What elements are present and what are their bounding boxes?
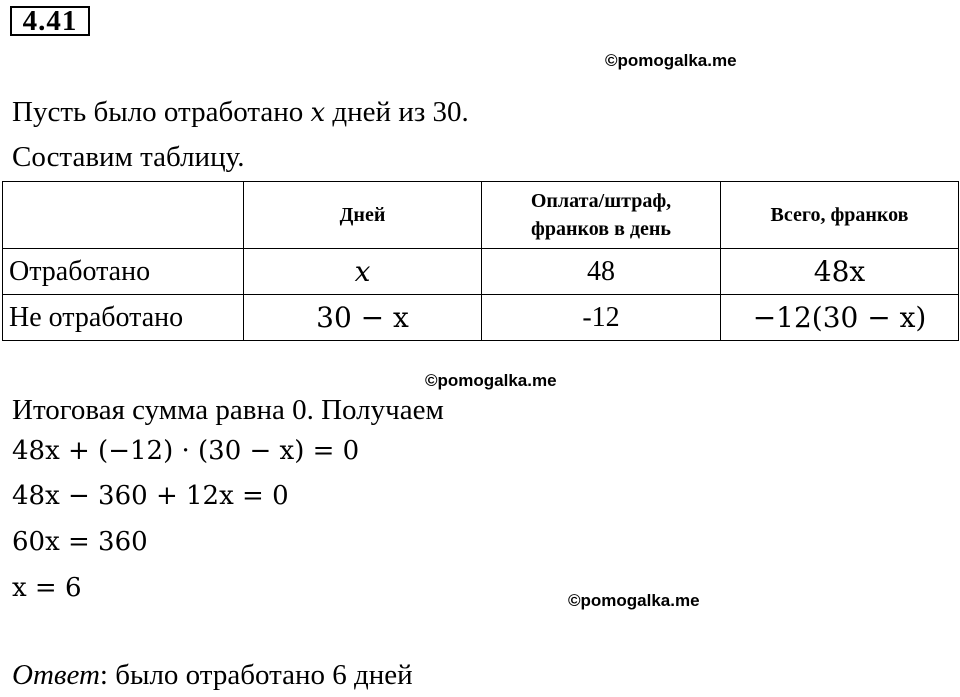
solution-intro: Итоговая сумма равна 0. Получаем xyxy=(12,394,444,426)
intro-text-before: Пусть было отработано xyxy=(12,96,311,128)
row-label: Не отработано xyxy=(3,295,244,341)
answer-line xyxy=(12,658,413,692)
table-header-rate xyxy=(482,182,721,249)
row-total: −12(30 − x) xyxy=(721,295,959,341)
intro-text-after: дней из 30. xyxy=(325,96,469,128)
watermark: ©pomogalka.me xyxy=(605,51,737,70)
row-label: Отработано xyxy=(3,249,244,295)
row-rate: 48 xyxy=(482,249,721,295)
table-header-row xyxy=(3,182,959,249)
table-header-days: Дней xyxy=(244,182,482,249)
table-header-rate-line2: франков в день xyxy=(531,218,671,240)
table-header-total: Всего, франков xyxy=(721,182,959,249)
table-header-rate-line1: Оплата/штраф, xyxy=(530,190,672,212)
watermark: ©pomogalka.me xyxy=(425,371,557,390)
problem-number: 4.41 xyxy=(10,6,90,36)
payment-table xyxy=(2,181,959,341)
equation-line: 60x = 360 xyxy=(12,527,148,557)
row-days: x xyxy=(244,249,482,295)
table-row xyxy=(3,295,959,341)
row-total: 48x xyxy=(721,249,959,295)
equation-line: 48x + (−12) · (30 − x) = 0 xyxy=(12,436,360,466)
row-days: 30 − x xyxy=(244,295,482,341)
row-rate: -12 xyxy=(482,295,721,341)
equation-line: x = 6 xyxy=(12,573,82,603)
answer-label: Ответ xyxy=(12,659,100,691)
intro-line-2: Составим таблицу. xyxy=(12,141,245,173)
intro-line-1 xyxy=(12,95,469,130)
table-header-empty xyxy=(3,182,244,249)
watermark: ©pomogalka.me xyxy=(568,591,700,610)
variable-x: x xyxy=(310,98,326,128)
answer-text: : было отработано 6 дней xyxy=(99,659,413,691)
table-row xyxy=(3,249,959,295)
equation-line: 48x − 360 + 12x = 0 xyxy=(12,481,289,511)
